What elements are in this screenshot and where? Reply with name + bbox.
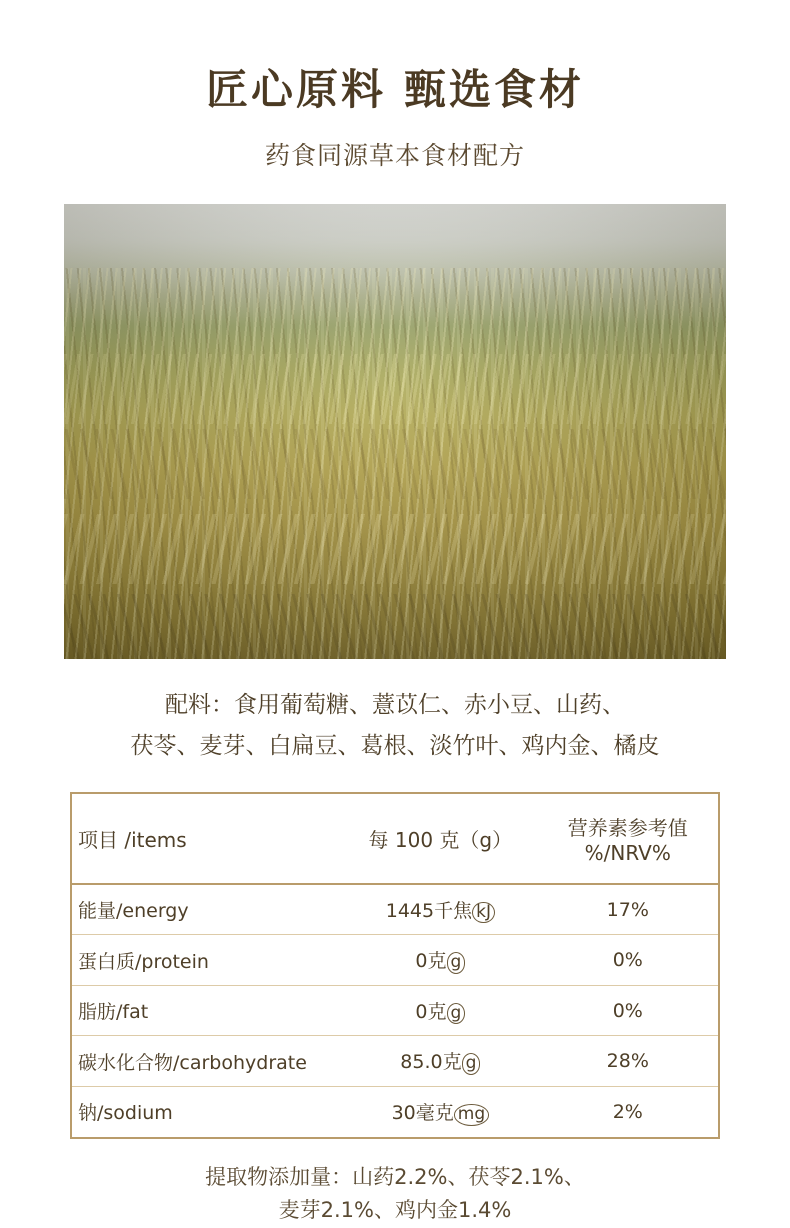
row-unit-protein: g xyxy=(447,952,466,974)
row-nrv-carbohydrate: 28% xyxy=(538,1036,719,1087)
row-value-sodium-number: 30毫克 xyxy=(391,1101,454,1124)
row-value-carbohydrate xyxy=(343,1036,537,1087)
wheat-field-image xyxy=(64,204,726,659)
header-nrv: 营养素参考值 %/NRV% xyxy=(538,793,719,884)
row-value-energy xyxy=(343,884,537,935)
row-value-fat-number: 0克 xyxy=(415,1000,447,1023)
row-nrv-energy: 17% xyxy=(538,884,719,935)
ingredients-text xyxy=(0,685,790,766)
image-vignette xyxy=(64,204,726,659)
page-title xyxy=(0,66,790,114)
row-unit-energy: kJ xyxy=(472,902,495,924)
extract-footnote-line-2: 麦芽2.1%、鸡内金1.4% xyxy=(278,1198,512,1223)
row-label-fat: 脂肪/fat xyxy=(71,985,343,1036)
row-value-carbohydrate-number: 85.0克 xyxy=(400,1051,462,1074)
row-unit-carbohydrate: g xyxy=(462,1053,481,1075)
row-label-sodium: 钠/sodium xyxy=(78,1102,173,1125)
page-title-part1: 匠心原料 xyxy=(205,65,386,114)
table-row xyxy=(71,1036,719,1087)
row-value-fat xyxy=(343,985,537,1036)
table-row xyxy=(71,1086,719,1137)
row-value-sodium xyxy=(343,1086,537,1137)
table-row xyxy=(71,985,719,1036)
row-nrv-fat: 0% xyxy=(538,985,719,1036)
row-value-protein xyxy=(343,935,537,986)
extract-footnote xyxy=(0,1161,790,1228)
page-header xyxy=(0,0,790,172)
row-label-protein: 蛋白质/protein xyxy=(71,935,343,986)
nutrition-table-head xyxy=(71,793,719,884)
page-title-part2: 甄选食材 xyxy=(404,65,585,114)
header-per-100g: 每 100 克（g） xyxy=(343,793,537,884)
header-item: 项目 /items xyxy=(71,793,343,884)
row-unit-fat: g xyxy=(447,1003,466,1025)
row-label-carbohydrate: 碳水化合物/carbohydrate xyxy=(71,1036,343,1087)
row-nrv-protein: 0% xyxy=(538,935,719,986)
nutrition-facts-table xyxy=(70,792,720,1139)
table-row xyxy=(71,935,719,986)
nutrition-table-wrapper xyxy=(70,792,720,1139)
ingredients-line-1: 配料：食用葡萄糖、薏苡仁、赤小豆、山药、 xyxy=(165,692,625,719)
row-value-energy-number: 1445千焦 xyxy=(385,899,473,922)
table-header-row xyxy=(71,793,719,884)
row-nrv-sodium: 2% xyxy=(612,1100,643,1123)
row-unit-sodium: mg xyxy=(454,1104,489,1126)
ingredients-line-2: 茯苓、麦芽、白扁豆、葛根、淡竹叶、鸡内金、橘皮 xyxy=(130,732,660,759)
row-value-protein-number: 0克 xyxy=(415,950,447,973)
nutrition-table-body xyxy=(71,884,719,1138)
extract-footnote-line-1: 提取物添加量：山药2.2%、茯苓2.1%、 xyxy=(205,1164,585,1189)
row-label-energy: 能量/energy xyxy=(71,884,343,935)
table-row xyxy=(71,884,719,935)
page-subtitle: 药食同源草本食材配方 xyxy=(264,141,525,171)
